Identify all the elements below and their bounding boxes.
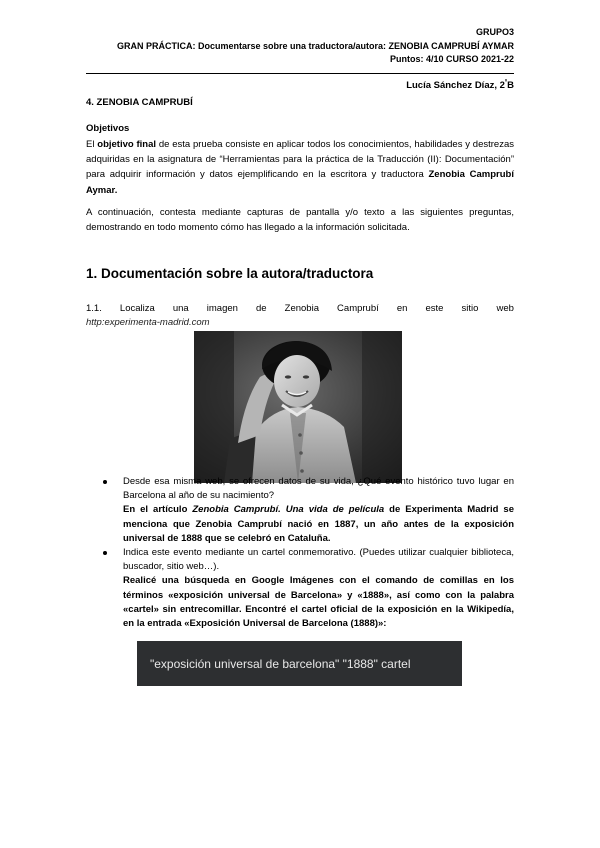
list-item	[100, 546, 514, 631]
bullet-question: Desde esa misma web, se ofrecen datos de su vida, ¿Qué evento histórico tuvo lugar en Barcelona al año de su nacimiento?	[123, 476, 514, 502]
header-group: GRUPO3	[475, 27, 514, 37]
portrait-illustration	[194, 331, 402, 483]
article-title: Zenobia Camprubí. Una vida de película	[192, 504, 385, 516]
instructions-paragraph: A continuación, contesta mediante capturas de pantalla y/o texto a las siguientes preguntas, demostrando en todo momento cómo has llegado a la información solicitada.	[86, 207, 514, 234]
answer-text: En el artículo	[123, 504, 193, 516]
q11-word: una	[172, 303, 189, 314]
question-1-1	[86, 302, 514, 330]
p1-bold-objective: objetivo final	[97, 139, 157, 150]
q11-word: 1.1.	[86, 303, 102, 314]
question-1-1-words	[86, 302, 514, 316]
question-bullet-list	[100, 475, 514, 631]
part1-heading: 1. Documentación sobre la autora/traductora	[86, 266, 374, 281]
search-query-text: "exposición universal de barcelona" "1888" cartel	[150, 656, 411, 671]
bullet-icon	[103, 551, 107, 555]
q11-word: en	[396, 303, 408, 314]
objectives-title: Objetivos	[86, 123, 130, 134]
author-name: Lucía Sánchez Díaz, 2	[406, 80, 505, 92]
q11-word: sitio	[461, 303, 479, 314]
header-points: Puntos: 4/10 CURSO 2021-22	[389, 54, 514, 64]
objectives-paragraph	[86, 137, 514, 198]
bullet-answer: Realicé una búsqueda en Google Imágenes con el comando de comillas en los términos «exposición universal de Barcelona» y «1888», así como con la palabra «cartel» sin entrecomillar. Encontré el cartel oficial de la exposición en la Wikipedía, en la entrada «Exposición Universal de Barcelona (1888)»:	[123, 575, 514, 630]
p1-text-a: El	[86, 139, 98, 150]
q11-word: Localiza	[119, 303, 155, 314]
q11-word: Zenobia	[284, 303, 319, 314]
q11-word: de	[256, 303, 267, 314]
author-ordinal: º	[504, 80, 508, 86]
q11-word: este	[425, 303, 444, 314]
p1-bold-name: Zenobia Camprubí Aymar.	[86, 169, 514, 196]
q11-word: imagen	[206, 303, 238, 314]
section-title: 4. ZENOBIA CAMPRUBÍ	[86, 97, 193, 108]
author-line	[406, 80, 514, 91]
author-group: B	[507, 80, 514, 92]
p1-text-c: de esta prueba consiste en aplicar todos los conocimientos, habilidades y destrezas adquiridas en la asignatura de “Herramientas para la práctica de la Traducción (II): Documentación” para adquirir información y datos ejemplificando en la escritora y traductora	[86, 139, 514, 181]
bullet-answer	[123, 503, 514, 546]
list-item	[100, 475, 514, 546]
answer-text: de Experimenta Madrid se menciona que Zenobia Camprubí nació en 1887, un año antes de la exposición universal de 1888 que se celebró en Cataluña.	[123, 504, 514, 544]
experimenta-madrid-link[interactable]: http:experimenta-madrid.com	[86, 317, 210, 328]
header-rule	[86, 73, 514, 74]
q11-word: web	[496, 303, 514, 314]
google-search-screenshot	[137, 641, 462, 686]
q11-word: Camprubí	[337, 303, 379, 314]
bullet-question: Indica este evento mediante un cartel conmemorativo. (Puedes utilizar cualquier biblioteca, buscador, sitio web…).	[123, 547, 514, 573]
zenobia-portrait-image	[194, 331, 402, 483]
header-title: GRAN PRÁCTICA: Documentarse sobre una traductora/autora: ZENOBIA CAMPRUBÍ AYMAR	[116, 41, 514, 51]
bullet-icon	[103, 480, 107, 484]
